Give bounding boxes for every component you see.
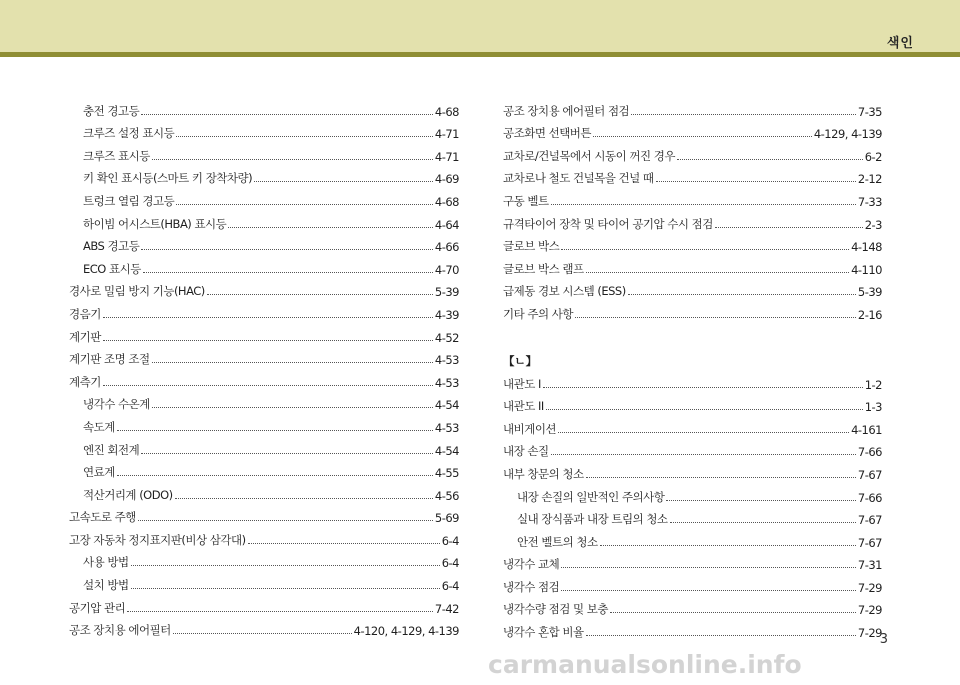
dot-leader [546, 409, 863, 410]
index-entry [69, 458, 459, 481]
dot-leader [143, 272, 433, 273]
dot-leader [628, 294, 856, 295]
index-entry-label: 안전 벨트의 청소 [517, 534, 598, 549]
dot-leader [141, 114, 433, 115]
dot-leader [141, 249, 433, 250]
index-entry-label: 하이빔 어시스트(HBA) 표시등 [83, 216, 227, 231]
index-entry-page: 7-67 [857, 535, 882, 550]
index-entry-label: 경음기 [69, 306, 101, 321]
index-entry-page: 2-12 [857, 172, 882, 187]
index-entry [69, 435, 459, 458]
index-list-right-bottom [503, 369, 882, 640]
index-entry-label: 고장 자동차 정지표지판(비상 삼각대) [69, 532, 246, 547]
index-entry-label: 냉각수량 점검 및 보충 [503, 602, 608, 617]
index-entry-page: 4-54 [434, 443, 459, 458]
dot-leader [207, 294, 433, 295]
dot-leader [551, 204, 856, 205]
index-entry-label: 글로브 박스 [503, 239, 560, 254]
index-entry-page: 4-68 [434, 194, 459, 209]
index-entry-label: 엔진 회전계 [83, 442, 140, 457]
index-entry [503, 369, 882, 392]
index-entry [503, 299, 882, 322]
index-list-right-top [503, 96, 882, 322]
index-entry-label: ECO 표시등 [83, 261, 141, 276]
section-title: 색인 [886, 36, 914, 51]
index-entry-label: 기타 주의 사항 [503, 306, 573, 321]
index-entry-label: 공조 장치용 에어필터 [69, 623, 171, 638]
dot-leader [586, 272, 850, 273]
index-entry-page: 5-69 [434, 511, 459, 526]
dot-leader [127, 611, 433, 612]
index-entry-label: 내관도 I [503, 376, 541, 391]
header-rule [0, 52, 960, 57]
index-entry-label: ABS 경고등 [83, 239, 140, 254]
header-band [0, 0, 960, 52]
dot-leader [176, 136, 433, 137]
dot-leader [103, 317, 433, 318]
dot-leader [631, 114, 856, 115]
index-entry [503, 482, 882, 505]
index-entry-label: 크루즈 설정 표시등 [83, 126, 175, 141]
index-entry [503, 572, 882, 595]
index-entry-page: 4-66 [434, 240, 459, 255]
index-entry-label: 계측기 [69, 374, 101, 389]
index-entry-label: 트렁크 열림 경고등 [83, 193, 175, 208]
index-entry [69, 141, 459, 164]
dot-leader [575, 317, 856, 318]
index-entry [503, 141, 882, 164]
index-entry-page: 7-66 [857, 490, 882, 505]
index-entry [69, 209, 459, 232]
dot-leader [561, 590, 856, 591]
index-entry [503, 437, 882, 460]
index-entry-page: 7-67 [857, 467, 882, 482]
index-entry-page: 6-2 [864, 149, 882, 164]
index-entry-page: 4-39 [434, 307, 459, 322]
page-number: 3 [879, 632, 888, 647]
index-entry-label: 냉각수 혼합 비율 [503, 625, 584, 640]
index-entry [503, 617, 882, 640]
index-entry-page: 4-68 [434, 104, 459, 119]
index-entry [503, 186, 882, 209]
index-entry [503, 254, 882, 277]
index-entry-page: 4-161 [851, 422, 882, 437]
index-entry-page: 5-39 [857, 285, 882, 300]
dot-leader [131, 588, 440, 589]
dot-leader [593, 136, 812, 137]
dot-leader [561, 249, 849, 250]
index-entry-page: 2-3 [864, 217, 882, 232]
index-entry-page: 7-29 [857, 626, 882, 641]
index-entry-page: 4-55 [434, 466, 459, 481]
index-entry [69, 277, 459, 300]
index-entry-page: 4-110 [851, 262, 882, 277]
index-entry-label: 냉각수 수온계 [83, 397, 150, 412]
index-column-right [503, 96, 882, 640]
index-entry-page: 4-53 [434, 375, 459, 390]
dot-leader [228, 227, 433, 228]
index-entry [503, 96, 882, 119]
index-entry [503, 392, 882, 415]
index-entry [69, 593, 459, 616]
index-entry [503, 232, 882, 255]
dot-leader [610, 612, 856, 613]
index-entry-label: 계기판 조명 조절 [69, 352, 150, 367]
index-entry-label: 교차로나 철도 건널목을 건널 때 [503, 171, 654, 186]
index-entry-page: 1-2 [864, 377, 882, 392]
dot-leader [117, 475, 433, 476]
index-entry [503, 414, 882, 437]
dot-leader [248, 543, 440, 544]
index-entry-page: 4-71 [434, 127, 459, 142]
index-entry [69, 616, 459, 639]
dot-leader [254, 181, 433, 182]
index-entry-label: 내부 창문의 청소 [503, 466, 584, 481]
dot-leader [666, 500, 856, 501]
index-entry-label: 연료계 [83, 465, 115, 480]
index-entry-page: 6-4 [441, 533, 459, 548]
index-entry [503, 595, 882, 618]
index-entry-page: 4-53 [434, 353, 459, 368]
index-entry [503, 209, 882, 232]
dot-leader [141, 453, 433, 454]
dot-leader [551, 454, 856, 455]
index-entry-label: 설치 방법 [83, 578, 129, 593]
index-entry [69, 570, 459, 593]
index-entry [69, 164, 459, 187]
group-header-nieun: 【ㄴ】 [503, 353, 538, 368]
index-entry [503, 459, 882, 482]
index-entry-label: 공조 장치용 에어필터 점검 [503, 103, 630, 118]
index-entry-page: 4-53 [434, 420, 459, 435]
index-entry [69, 503, 459, 526]
index-entry-page: 4-56 [434, 488, 459, 503]
index-entry [69, 367, 459, 390]
dot-leader [600, 545, 856, 546]
index-entry-page: 4-64 [434, 217, 459, 232]
index-entry-page: 7-29 [857, 603, 882, 618]
index-entry-page: 4-54 [434, 398, 459, 413]
index-entry-page: 4-129, 4-139 [813, 127, 882, 142]
index-entry [69, 412, 459, 435]
index-entry [69, 186, 459, 209]
index-entry-label: 내관도 II [503, 399, 544, 414]
index-entry-label: 사용 방법 [83, 555, 129, 570]
dot-leader [586, 477, 856, 478]
index-entry [503, 277, 882, 300]
index-entry-label: 계기판 [69, 329, 101, 344]
dot-leader [586, 635, 856, 636]
index-entry-label: 크루즈 표시등 [83, 148, 150, 163]
index-entry-page: 5-39 [434, 285, 459, 300]
index-entry-label: 냉각수 교체 [503, 557, 560, 572]
index-entry-label: 적산거리계 (ODO) [83, 487, 173, 502]
index-entry-label: 내장 손질 [503, 444, 549, 459]
index-entry [69, 525, 459, 548]
index-entry-label: 고속도로 주행 [69, 510, 136, 525]
index-entry-page: 4-148 [851, 240, 882, 255]
index-entry [69, 232, 459, 255]
index-entry-page: 7-35 [857, 104, 882, 119]
index-entry-page: 4-69 [434, 172, 459, 187]
index-entry [69, 96, 459, 119]
index-entry [69, 390, 459, 413]
index-entry [69, 119, 459, 142]
index-entry-label: 공조화면 선택버튼 [503, 126, 592, 141]
index-entry-page: 6-4 [441, 579, 459, 594]
index-entry [69, 299, 459, 322]
index-entry-label: 키 확인 표시등(스마트 키 장착차량) [83, 171, 253, 186]
watermark-text: carmanualsonline.info [488, 650, 802, 679]
index-entry-label: 급제동 경보 시스템 (ESS) [503, 284, 626, 299]
index-entry-page: 6-4 [441, 556, 459, 571]
index-entry-label: 충전 경고등 [83, 103, 140, 118]
index-entry [69, 254, 459, 277]
dot-leader [176, 204, 433, 205]
dot-leader [138, 520, 433, 521]
index-entry [503, 119, 882, 142]
index-entry [503, 164, 882, 187]
index-entry-page: 4-120, 4-129, 4-139 [353, 624, 459, 639]
dot-leader [173, 633, 352, 634]
index-entry-label: 속도계 [83, 419, 115, 434]
index-entry-label: 경사로 밀림 방지 기능(HAC) [69, 284, 205, 299]
dot-leader [175, 498, 433, 499]
index-entry-label: 내장 손질의 일반적인 주의사항 [517, 489, 665, 504]
index-entry-label: 냉각수 점검 [503, 579, 560, 594]
index-entry-page: 7-67 [857, 513, 882, 528]
dot-leader [131, 565, 440, 566]
index-entry-label: 글로브 박스 램프 [503, 261, 584, 276]
index-entry-page: 7-33 [857, 194, 882, 209]
dot-leader [558, 432, 849, 433]
dot-leader [103, 385, 433, 386]
index-entry-page: 7-29 [857, 580, 882, 595]
dot-leader [543, 387, 863, 388]
index-entry [503, 527, 882, 550]
dot-leader [670, 522, 856, 523]
index-entry-page: 7-42 [434, 601, 459, 616]
index-entry-page: 4-52 [434, 330, 459, 345]
dot-leader [152, 159, 433, 160]
dot-leader [715, 227, 863, 228]
index-entry-label: 구동 벨트 [503, 193, 549, 208]
index-entry [69, 480, 459, 503]
index-entry [69, 322, 459, 345]
dot-leader [656, 181, 856, 182]
index-entry-page: 4-70 [434, 262, 459, 277]
index-column-left [69, 96, 459, 638]
index-entry [503, 505, 882, 528]
index-entry-page: 4-71 [434, 149, 459, 164]
index-entry-label: 공기압 관리 [69, 600, 126, 615]
dot-leader [103, 340, 433, 341]
index-entry [503, 550, 882, 573]
index-entry-page: 7-31 [857, 558, 882, 573]
dot-leader [677, 159, 863, 160]
index-entry [69, 548, 459, 571]
index-entry-label: 교차로/건널목에서 시동이 꺼진 경우 [503, 148, 675, 163]
index-entry [69, 345, 459, 368]
dot-leader [152, 407, 433, 408]
dot-leader [561, 567, 856, 568]
dot-leader [152, 362, 433, 363]
index-entry-label: 내비게이션 [503, 421, 557, 436]
group-gap [503, 322, 882, 343]
index-entry-page: 1-3 [864, 400, 882, 415]
dot-leader [117, 430, 433, 431]
index-entry-page: 7-66 [857, 445, 882, 460]
index-entry-label: 실내 장식품과 내장 트림의 청소 [517, 512, 668, 527]
index-entry-label: 규격타이어 장착 및 타이어 공기압 수시 점검 [503, 216, 713, 231]
index-entry-page: 2-16 [857, 307, 882, 322]
